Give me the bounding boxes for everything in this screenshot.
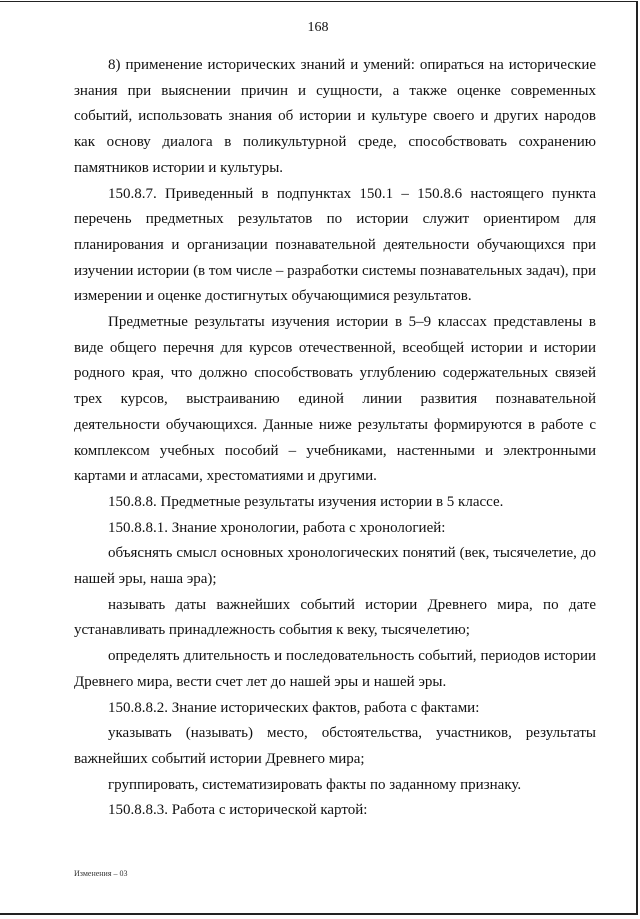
paragraph-history-knowledge-application: 8) применение исторических знаний и умений: опираться на исторические знания при выяснении причин и сущности, а также оценке современных событий, использовать знания об истории и культуре своего и других народов как основу диалога в поликультурной среде, способствовать сохранению памятников истории и культуры.	[74, 57, 596, 176]
page-number: 168	[307, 20, 329, 35]
paragraph-subject-results-overview: Предметные результаты изучения истории в 5–9 классах представлены в виде общего перечня для курсов отечественной, всеобщей истории и истории родного края, что должно способствовать углублению содержательных связей трех курсов, выстраиванию единой линии развития познавательной деятельности обучающихся. Данные ниже результаты формируются в работе с комплексом учебных пособий – учебниками, настенными и электронными картами и атласами, хрестоматиями и другими.	[74, 314, 596, 485]
paragraph-150-8-7: 150.8.7. Приведенный в подпунктах 150.1 – 150.8.6 настоящего пункта перечень предметных результатов по истории служит ориентиром для планирования и организации познавательной деятельности обучающихся при изучении истории (в том числе – разработки системы познавательных задач), при измерении и оценке достигнутых обучающимися результатов.	[74, 185, 596, 305]
footer-note: Изменения – 03	[74, 869, 128, 878]
paragraph-indicate-events: указывать (называть) место, обстоятельства, участников, результаты важнейших событий истории Древнего мира;	[74, 725, 596, 767]
paragraph-determine-duration: определять длительность и последовательность событий, периодов истории Древнего мира, вести счет лет до нашей эры и нашей эры.	[74, 648, 596, 690]
paragraph-150-8-8-1: 150.8.8.1. Знание хронологии, работа с хронологией:	[108, 519, 446, 536]
paragraph-150-8-8-3: 150.8.8.3. Работа с исторической картой:	[108, 802, 368, 819]
paragraph-name-dates: называть даты важнейших событий истории Древнего мира, по дате устанавливать принадлежность события к веку, тысячелетию;	[74, 596, 596, 639]
paragraph-explain-chronology: объяснять смысл основных хронологических понятий (век, тысячелетие, до нашей эры, наша эра);	[74, 545, 596, 588]
paragraph-group-facts: группировать, систематизировать факты по заданному признаку.	[108, 776, 522, 793]
document-body	[74, 53, 596, 824]
document-page	[0, 1, 638, 915]
paragraph-150-8-8-2: 150.8.8.2. Знание исторических фактов, работа с фактами:	[108, 699, 480, 716]
paragraph-150-8-8: 150.8.8. Предметные результаты изучения истории в 5 классе.	[108, 493, 504, 510]
